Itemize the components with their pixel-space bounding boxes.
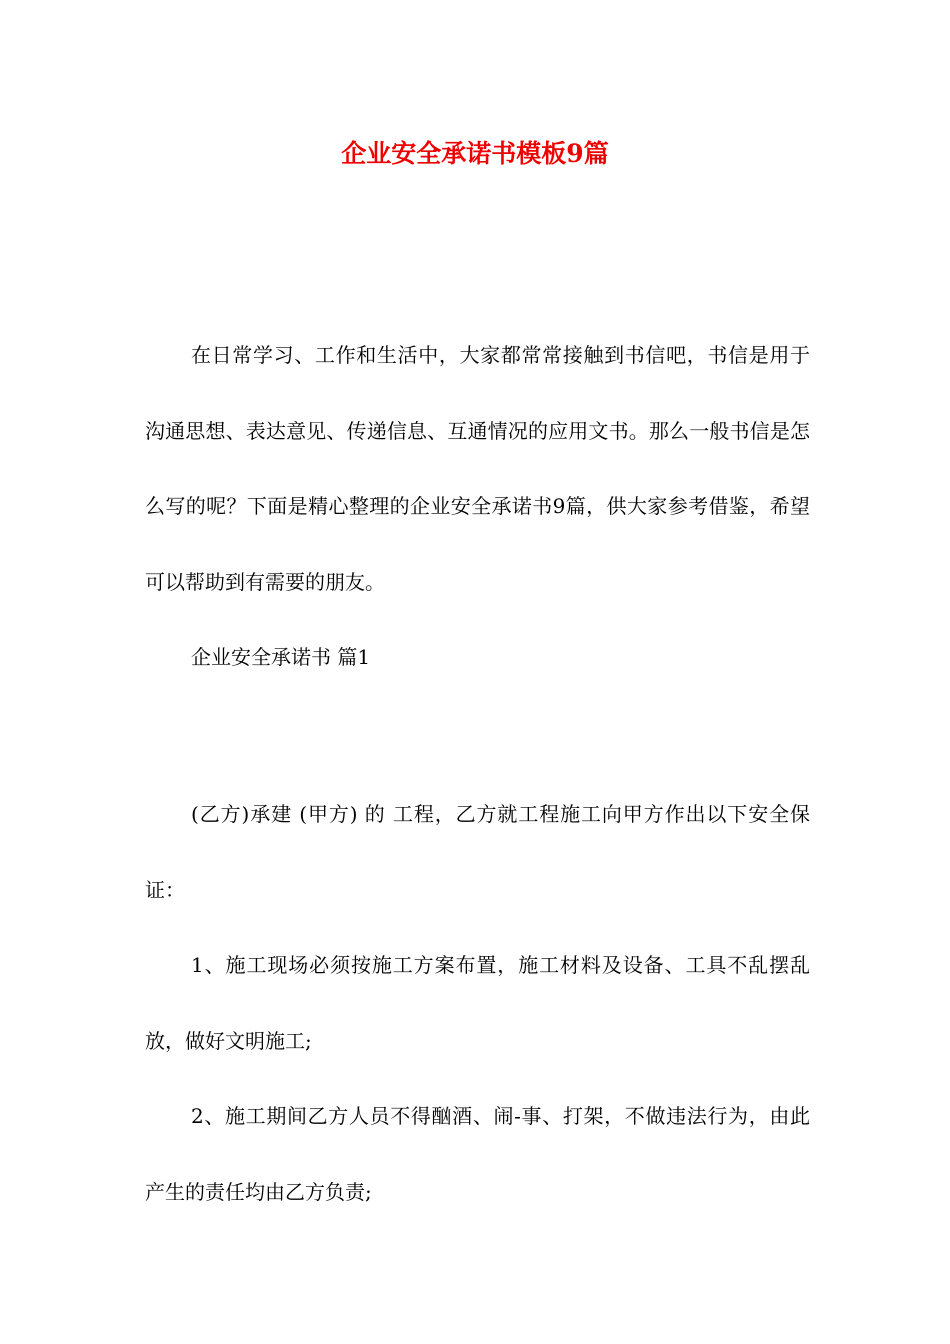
section-heading: 企业安全承诺书 篇1 [191, 645, 371, 670]
clause-2-paragraph: 2、施工期间乙方人员不得酗酒、闹-事、打架，不做违法行为，由此产生的责任均由乙方负责; [145, 1104, 810, 1204]
document-body [145, 318, 810, 1231]
intro-paragraph: 在日常学习、工作和生活中，大家都常常接触到书信吧，书信是用于沟通思想、表达意见、传递信息、互通情况的应用文书。那么一般书信是怎么写的呢？下面是精心整理的企业安全承诺书9篇，供大家参考借鉴，希望可以帮助到有需要的朋友。 [145, 343, 810, 594]
agreement-paragraph: (乙方)承建 (甲方) 的 工程，乙方就工程施工向甲方作出以下安全保证： [145, 801, 810, 902]
document-title: 企业安全承诺书模板9篇 [341, 139, 609, 168]
clause-1-paragraph: 1、施工现场必须按施工方案布置，施工材料及设备、工具不乱摆乱放，做好文明施工; [145, 953, 810, 1053]
